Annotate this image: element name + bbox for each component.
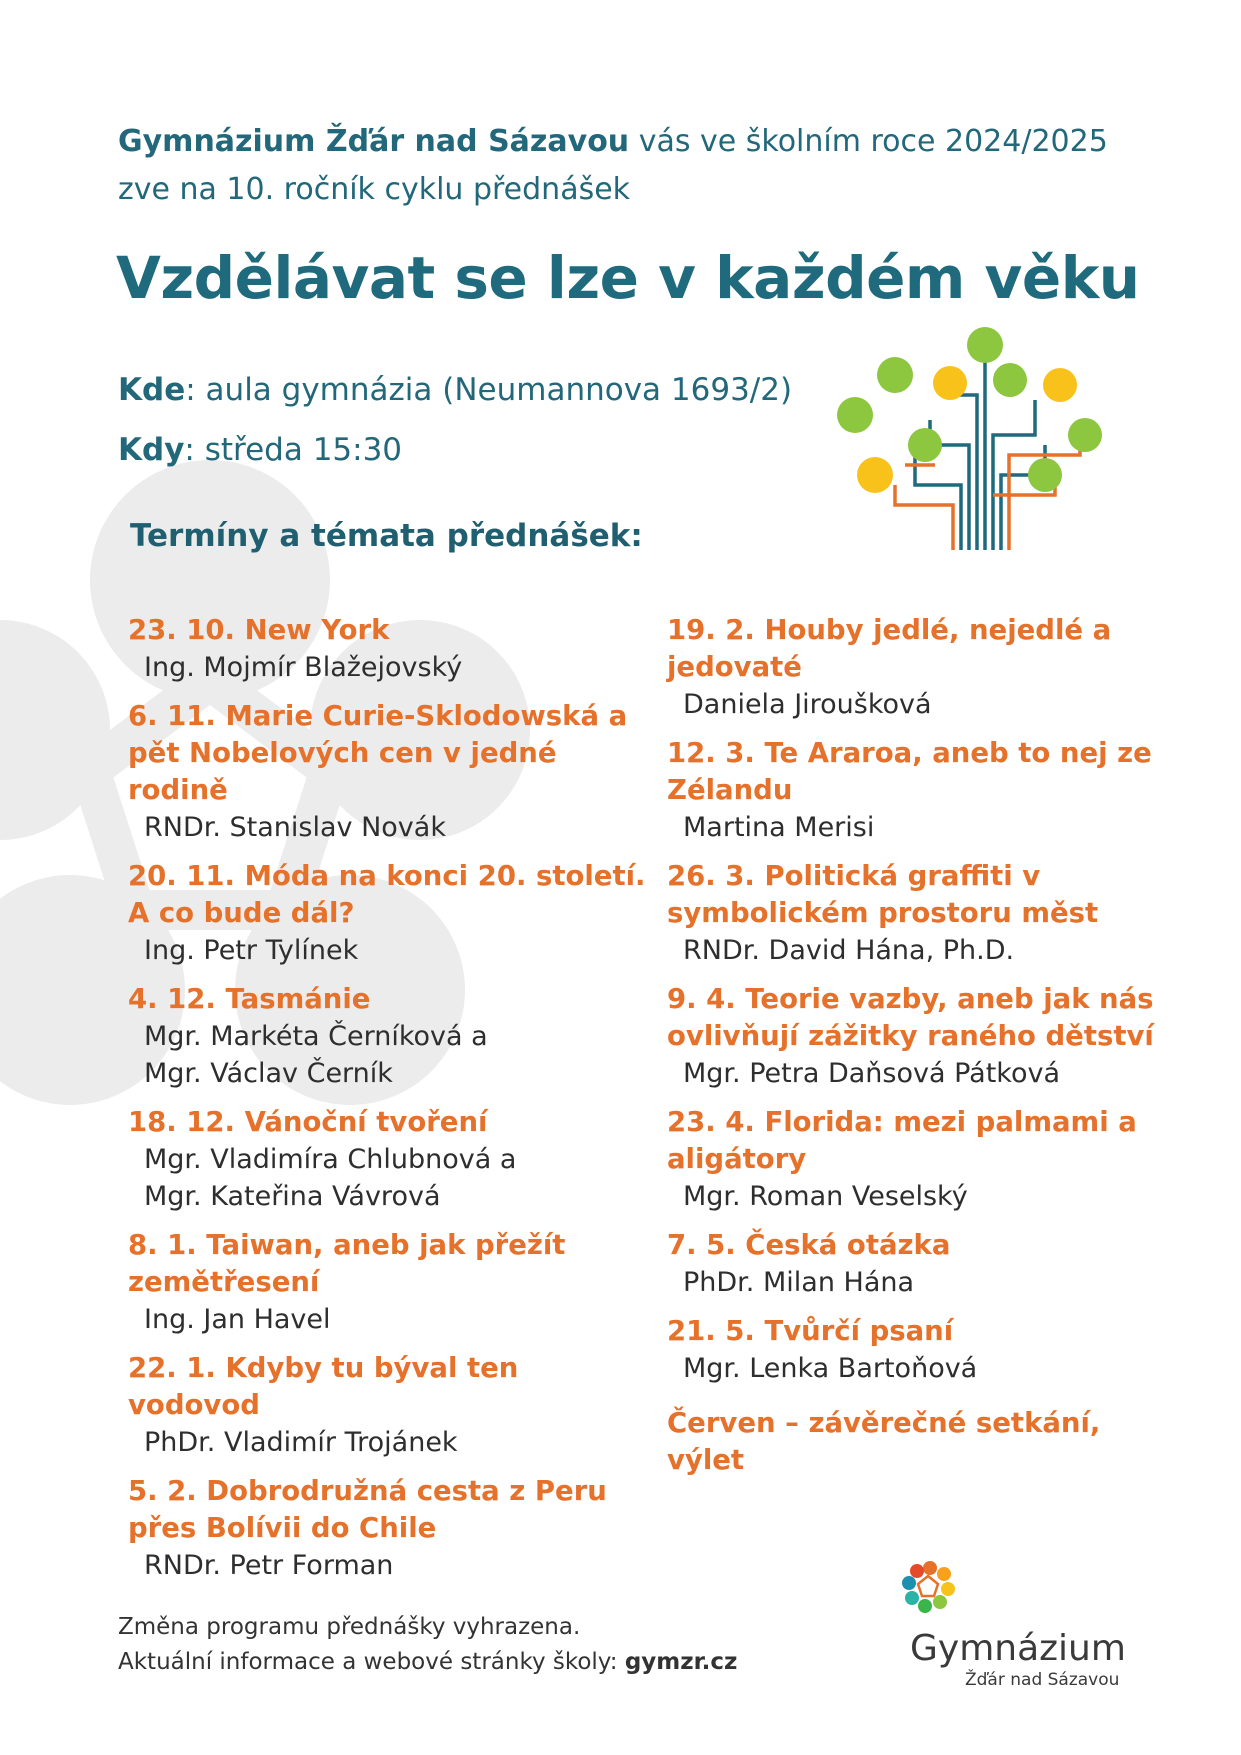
lecture-speaker: PhDr. Vladimír Trojánek [144,1427,458,1458]
lecture-title: 23. 4. Florida: mezi palmami a aligátory [667,1106,1137,1175]
lecture-speaker: Mgr. Petra Daňsová Pátková [683,1058,1061,1089]
lecture-title: 20. 11. Móda na konci 20. století. A co bude dál? [128,860,646,929]
lecture-title: 7. 5. Česká otázka [667,1229,951,1261]
lecture-title: 18. 12. Vánoční tvoření [128,1106,488,1138]
lecture-title: 4. 12. Tasmánie [128,983,371,1015]
lecture-title: 9. 4. Teorie vazby, aneb jak nás ovlivňují zážitky raného dětství [667,983,1154,1052]
lecture-speaker: PhDr. Milan Hána [683,1267,915,1298]
lectures-right-column [667,612,1167,1479]
intro [118,118,1108,214]
intro-line-1 [118,118,1108,166]
tree-illustration [835,325,1125,555]
lectures-left-column [128,612,648,1596]
lecture-title: 8. 1. Taiwan, aneb jak přežít zemětřesení [128,1229,566,1298]
lecture-item [128,1350,648,1461]
lecture-speaker: Ing. Mojmír Blažejovský [144,652,463,683]
lecture-title: 21. 5. Tvůrčí psaní [667,1315,954,1347]
lecture-item [128,612,648,686]
lecture-item [128,1104,648,1215]
lecture-speaker: RNDr. Petr Forman [144,1550,394,1581]
lecture-speaker: Mgr. Kateřina Vávrová [144,1181,441,1212]
lecture-item [667,735,1167,846]
logo-subtitle: Žďár nad Sázavou [965,1670,1120,1690]
lecture-title: 19. 2. Houby jedlé, nejedlé a jedovaté [667,614,1112,683]
lecture-speaker: Mgr. Vladimíra Chlubnová a [144,1144,517,1175]
lecture-speaker: RNDr. David Hána, Ph.D. [683,935,1015,966]
lecture-speaker: Ing. Petr Tylínek [144,935,359,966]
when-label: Kdy [118,432,185,468]
intro-line-1-rest: vás ve školním roce 2024/2025 [629,124,1108,159]
lecture-speaker: Mgr. Václav Černík [144,1058,393,1089]
lecture-item [667,981,1167,1092]
lecture-item [128,858,648,969]
lecture-item [667,858,1167,969]
lecture-speaker: Daniela Jiroušková [683,689,932,720]
lecture-title: 5. 2. Dobrodružná cesta z Peru přes Bolívii do Chile [128,1475,607,1544]
footer [118,1610,737,1680]
lecture-item [667,1104,1167,1215]
lecture-speaker: Ing. Jan Havel [144,1304,331,1335]
where-info [118,372,792,408]
school-name: Gymnázium Žďár nad Sázavou [118,124,630,159]
intro-line-2: zve na 10. ročník cyklu přednášek [118,172,631,207]
lecture-item [128,1473,648,1584]
lecture-speaker: Mgr. Lenka Bartoňová [683,1353,978,1384]
lecture-item [128,1227,648,1338]
footer-website-line [118,1645,737,1680]
lecture-title: 12. 3. Te Araroa, aneb to nej ze Zélandu [667,737,1152,806]
where-label: Kde [118,372,186,408]
lecture-item [667,1227,1167,1301]
section-heading: Termíny a témata přednášek: [130,518,643,554]
lectures-right-list [667,612,1167,1387]
lecture-item [667,1313,1167,1387]
lecture-speaker: Mgr. Roman Veselský [683,1181,968,1212]
when-info [118,432,402,468]
lecture-speaker: Martina Merisi [683,812,875,843]
where-value: : aula gymnázia (Neumannova 1693/2) [185,372,793,408]
lecture-title: 6. 11. Marie Curie-Sklodowská a pět Nobelových cen v jedné rodině [128,700,628,806]
lecture-title: 23. 10. New York [128,614,390,646]
footer-note: Změna programu přednášky vyhrazena. [118,1614,581,1640]
website-link[interactable]: gymzr.cz [624,1649,738,1675]
lecture-speaker: Mgr. Markéta Černíková a [144,1021,488,1052]
closing-event: Červen – závěrečné setkání, výlet [667,1407,1101,1476]
lecture-title: 26. 3. Politická graffiti v symbolickém prostoru měst [667,860,1099,929]
page-title: Vzdělávat se lze v každém věku [116,244,1140,312]
lecture-item [128,981,648,1092]
lecture-speaker: RNDr. Stanislav Novák [144,812,446,843]
when-value: : středa 15:30 [184,432,403,468]
lecture-item [667,612,1167,723]
footer-website-text: Aktuální informace a webové stránky školy: [118,1649,625,1675]
lecture-item [128,698,648,846]
lecture-title: 22. 1. Kdyby tu býval ten vodovod [128,1352,519,1421]
logo-name: Gymnázium [910,1628,1126,1669]
